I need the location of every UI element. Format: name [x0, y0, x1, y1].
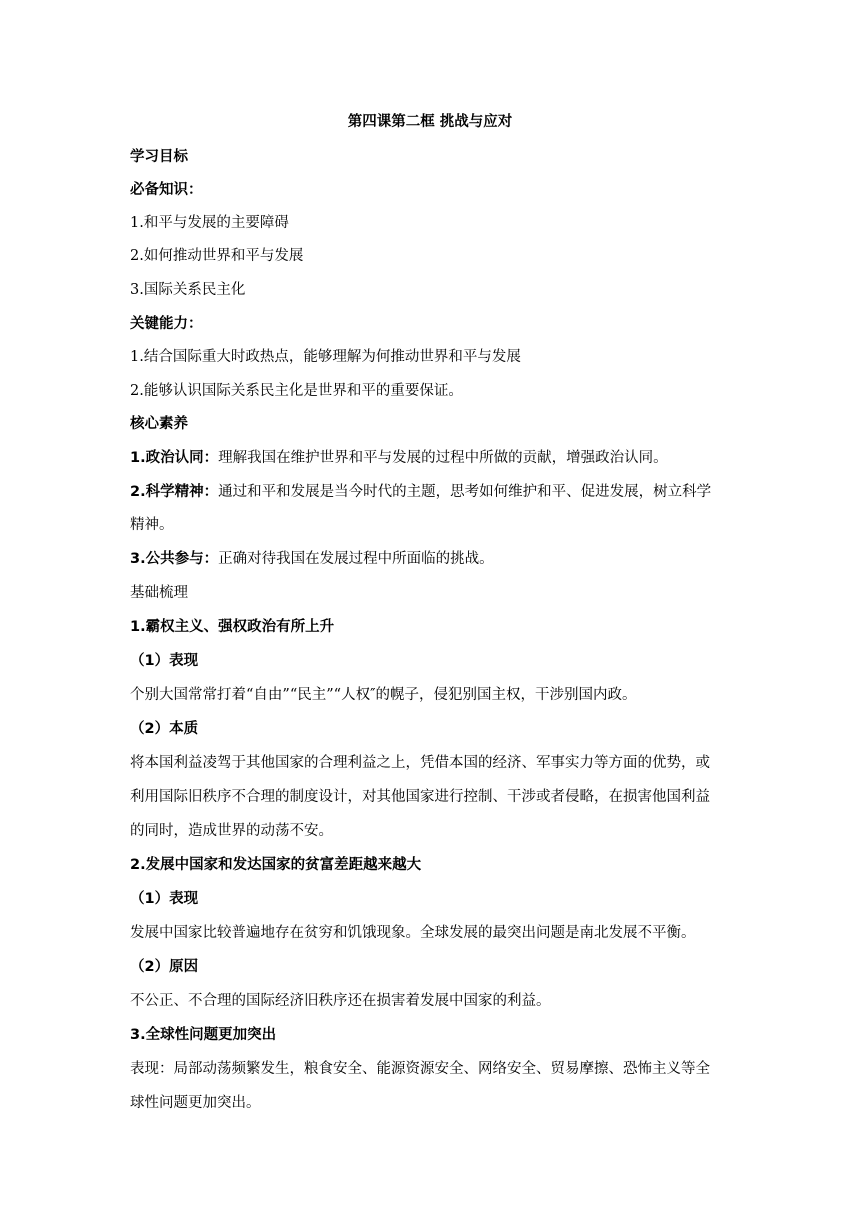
- section-3-line-2: 球性问题更加突出。: [130, 1095, 261, 1111]
- section-1-title: 1.霸权主义、强权政治有所上升: [130, 619, 335, 635]
- section-2-part-1-text: 发展中国家比较普遍地存在贫穷和饥饿现象。全球发展的最突出问题是南北发展不平衡。: [130, 925, 696, 941]
- section-3-line-1: 表现：局部动荡频繁发生，粮食安全、能源资源安全、网络安全、贸易摩擦、恐怖主义等全: [130, 1061, 710, 1077]
- heading-objectives: 学习目标: [130, 149, 188, 165]
- literacy-item-2-cont: 精神。: [130, 517, 174, 533]
- section-1-part-1-text: 个别大国常常打着“自由”“民主”“人权″的幌子，侵犯别国主权，干涉别国内政。: [130, 687, 637, 703]
- section-2-part-2-label: （2）原因: [130, 959, 199, 975]
- literacy-1-text: 理解我国在维护世界和平与发展的过程中所做的贡献，增强政治认同。: [218, 450, 668, 466]
- ability-item-2: 2.能够认识国际关系民主化是世界和平的重要保证。: [130, 383, 463, 399]
- heading-literacy: 核心素养: [130, 416, 188, 432]
- section-3-title: 3.全球性问题更加突出: [130, 1027, 277, 1043]
- literacy-3-text: 正确对待我国在发展过程中所面临的挑战。: [218, 551, 494, 567]
- section-1-part-2-label: （2）本质: [130, 721, 199, 737]
- section-2-title: 2.发展中国家和发达国家的贫富差距越来越大: [130, 857, 422, 873]
- section-1-part-2-line-2: 利用国际旧秩序不合理的制度设计，对其他国家进行控制、干涉或者侵略，在损害他国利益: [130, 789, 710, 805]
- literacy-3-label: 3.公共参与：: [130, 551, 219, 567]
- section-1-part-2-line-1: 将本国利益凌驾于其他国家的合理利益之上，凭借本国的经济、军事实力等方面的优势，或: [130, 755, 710, 771]
- section-1-part-1-label: （1）表现: [130, 653, 199, 669]
- knowledge-item-2: 2.如何推动世界和平与发展: [130, 248, 304, 264]
- ability-item-1: 1.结合国际重大时政热点，能够理解为何推动世界和平与发展: [130, 349, 521, 365]
- section-2-part-1-label: （1）表现: [130, 891, 199, 907]
- section-2-part-2-text: 不公正、不合理的国际经济旧秩序还在损害着发展中国家的利益。: [130, 993, 551, 1009]
- heading-basic: 基础梳理: [130, 585, 188, 601]
- lesson-title: 第四课第二框 挑战与应对: [347, 114, 513, 130]
- literacy-2-label: 2.科学精神：: [130, 484, 219, 500]
- literacy-1-label: 1.政治认同：: [130, 450, 219, 466]
- literacy-item-3: [130, 549, 740, 569]
- literacy-item-1: [130, 448, 740, 468]
- literacy-item-2: [130, 482, 740, 502]
- heading-knowledge: 必备知识：: [130, 182, 203, 198]
- heading-ability: 关键能力：: [130, 316, 203, 332]
- knowledge-item-3: 3.国际关系民主化: [130, 282, 246, 298]
- knowledge-item-1: 1.和平与发展的主要障碍: [130, 215, 289, 231]
- section-1-part-2-line-3: 的同时，造成世界的动荡不安。: [130, 823, 333, 839]
- literacy-2-text: 通过和平和发展是当今时代的主题，思考如何维护和平、促进发展，树立科学: [218, 484, 712, 500]
